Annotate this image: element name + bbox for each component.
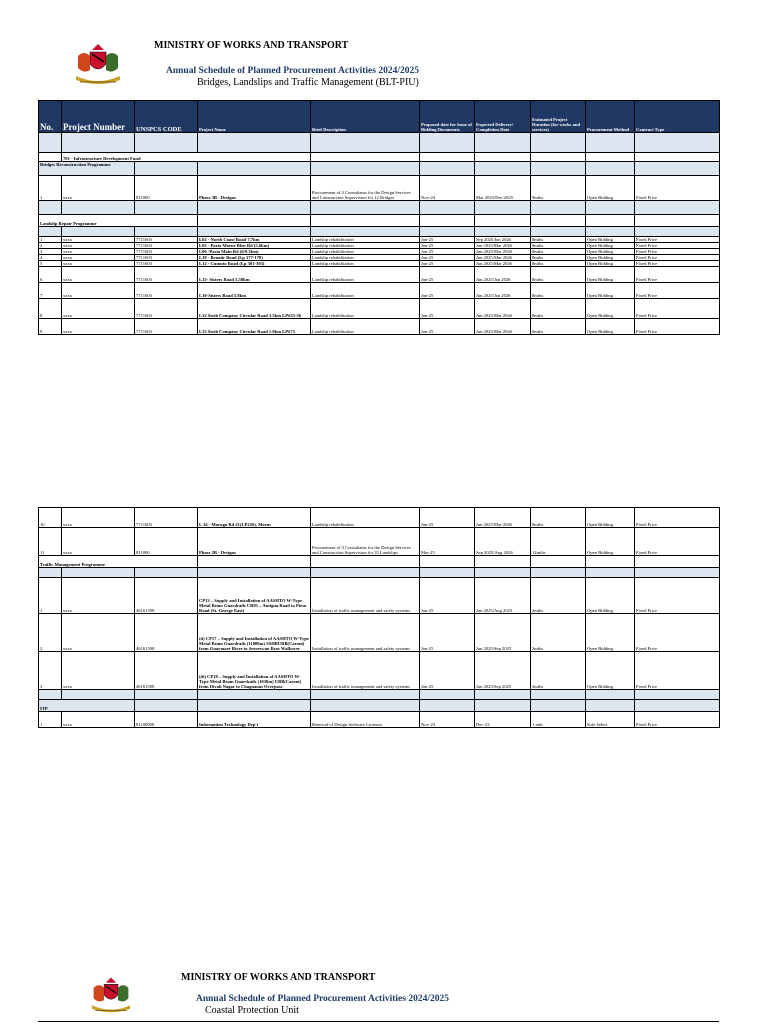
table-cell: 10 (39, 508, 62, 528)
table-row (39, 652, 720, 690)
table-row (39, 614, 720, 652)
table-cell: 811000 (135, 176, 198, 201)
table-cell: xxxx (62, 176, 135, 201)
table-cell: Fixed Price (635, 652, 720, 690)
table-cell: 3mths (531, 652, 586, 690)
table-cell: Mar 2025/Dec 2025 (475, 176, 531, 201)
table-cell: Landslip rehabilitation (311, 261, 420, 267)
table-row (39, 267, 720, 283)
col-header: UNSPCS CODE (135, 101, 198, 133)
table-cell: Sep 2025/Jan 2026 (475, 237, 531, 243)
spacer-row (39, 133, 720, 153)
table-cell: L32 Sixth Company Circular Road 3.5km LP#55-56 (198, 299, 311, 319)
table-cell: (iii) CP18 – Supply and Installation of AASHTO W-Type Metal Beam Guardrails (1030m) UBB(Caroni) from Divali Nagar to Chaguanas Overpass (198, 652, 311, 690)
table-cell: Jan-25 (420, 508, 475, 528)
table-cell: 1 (39, 176, 62, 201)
table-cell: 2 (39, 243, 62, 249)
table-cell: 3mths (531, 578, 586, 614)
table-cell: Fixed Price (635, 255, 720, 261)
table-cell: Open Bidding (586, 243, 635, 249)
table-cell: Phase 3B - Designs (198, 176, 311, 201)
col-header: Expected Delivery/ Completion Date (475, 101, 531, 133)
table-cell: xxxx (62, 299, 135, 319)
coat-of-arms-icon (70, 40, 126, 86)
table-cell: Open Bidding (586, 249, 635, 255)
table-row (39, 578, 720, 614)
col-header: Estimated Project Duration (for works and services) (531, 101, 586, 133)
table-cell: Landslip rehabilitation (311, 319, 420, 335)
page-header-2 (0, 972, 768, 1024)
table-cell: Jun 2025/Mar 2026 (475, 508, 531, 528)
table-cell: Jun 2025/Mar 2026 (475, 255, 531, 261)
table-cell: 8mths (531, 267, 586, 283)
table-cell: Landslip rehabilitation (311, 267, 420, 283)
table-cell: Open Bidding (586, 255, 635, 261)
table-cell: 1 (39, 237, 62, 243)
col-header: Project Name (198, 101, 311, 133)
spacer-row (39, 201, 720, 215)
section-row (39, 556, 720, 568)
table-cell: Installation of traffic management and safety systems (311, 578, 420, 614)
table-cell: L 34 - Moruga Rd #1(LP226), Moruc (198, 508, 311, 528)
table-cell: 7711603 (135, 237, 198, 243)
table-cell: Landslip rehabilitation (311, 243, 420, 249)
table-cell: xxxx (62, 319, 135, 335)
table-cell: Fixed Price (635, 299, 720, 319)
table-cell: 2 (39, 614, 62, 652)
table-cell: Jan-25 (420, 243, 475, 249)
table-cell: xxxx (62, 508, 135, 528)
table-cell: Fixed Price (635, 578, 720, 614)
table-cell: Open Bidding (586, 283, 635, 299)
table-cell: 46161508 (135, 652, 198, 690)
table-cell: 811000 (135, 528, 198, 556)
page-header-1 (0, 40, 768, 90)
table-cell: Open Bidding (586, 614, 635, 652)
table-cell: Open Bidding (586, 261, 635, 267)
table-cell: Jun 2025/Mar 2026 (475, 249, 531, 255)
table-cell: xxxx (62, 255, 135, 261)
table-cell: 7711603 (135, 267, 198, 283)
table-cell: Jan-25 (420, 255, 475, 261)
ministry-title: MINISTRY OF WORKS AND TRANSPORT (154, 40, 349, 51)
section-label: ITP (39, 700, 135, 712)
table-cell: Fixed Price (635, 267, 720, 283)
table-cell: Open Bidding (586, 528, 635, 556)
table-cell: 46161508 (135, 614, 198, 652)
table-cell: Fixed Price (635, 243, 720, 249)
table-cell: Landslip rehabilitation (311, 255, 420, 261)
section-label: Traffic Management Programme (39, 556, 198, 568)
table-cell: Jan-25 (420, 614, 475, 652)
table-cell: xxxx (62, 267, 135, 283)
table-cell: Landslip rehabilitation (311, 237, 420, 243)
section-label: Landslip Repair Programme (39, 215, 198, 227)
table-cell: L15- Sisters Road 5.58km (198, 267, 311, 283)
table-cell: Jan-25 (420, 249, 475, 255)
table-cell: L02 - North Coast Road 7.7km (198, 237, 311, 243)
table-cell: Fixed Price (635, 237, 720, 243)
table-cell: 7711603 (135, 261, 198, 267)
table-cell: 5 (39, 261, 62, 267)
table-cell: 11 (39, 528, 62, 556)
table-cell: Jun 2025/Aug 2025 (475, 578, 531, 614)
table-cell: 8mths (531, 249, 586, 255)
table-cell: 9 (39, 319, 62, 335)
table-cell: 7 (39, 283, 62, 299)
table-cell: Landslip rehabilitation (311, 299, 420, 319)
table-cell: Fixed Price (635, 319, 720, 335)
schedule-title: Annual Schedule of Planned Procurement Activities 2024/2025 (196, 994, 449, 1004)
table-cell: Jun 2025/Sep 2025 (475, 652, 531, 690)
table-cell: 3 (39, 652, 62, 690)
table-cell: Fixed Price (635, 528, 720, 556)
fund-row (39, 153, 720, 162)
table-cell: Fixed Price (635, 176, 720, 201)
table-cell: L05 - Paria Morne Bleu Rd (5.6km) (198, 243, 311, 249)
section-row (39, 700, 720, 712)
table-cell: Fixed Price (635, 614, 720, 652)
table-cell: xxxx (62, 283, 135, 299)
procurement-table (38, 100, 720, 335)
table-cell: xxxx (62, 243, 135, 249)
table-cell: Phase 2B - Designs (198, 528, 311, 556)
table-top-rule (38, 1021, 719, 1022)
table-cell: Jan-25 (420, 319, 475, 335)
table-row (39, 319, 720, 335)
table-cell: Dec-23 (475, 712, 531, 728)
table-cell: 7711603 (135, 243, 198, 249)
table-cell: L16-Sisters Road 5.8km (198, 283, 311, 299)
table-cell: Open Bidding (586, 267, 635, 283)
table-cell: Landslip rehabilitation (311, 249, 420, 255)
spacer-row (39, 690, 720, 700)
table-cell: 1 (39, 578, 62, 614)
col-header: Procurement Method (586, 101, 635, 133)
table-cell: Open Bidding (586, 652, 635, 690)
table-cell: Jan-25 (420, 299, 475, 319)
table-cell: Sole Select (586, 712, 635, 728)
table-cell: Jun 2025/Mar 2026 (475, 299, 531, 319)
table-cell: Installation of traffic management and safety systems (311, 652, 420, 690)
table-cell: 9mths (531, 176, 586, 201)
col-header: Brief Description (311, 101, 420, 133)
table-header-row (39, 101, 720, 133)
table-row (39, 283, 720, 299)
table-cell: Installation of traffic management and safety systems (311, 614, 420, 652)
table-cell: Jun 2025/Mar 2026 (475, 261, 531, 267)
table-cell: Fixed Price (635, 508, 720, 528)
table-cell: Mar-25 (420, 528, 475, 556)
table-row (39, 508, 720, 528)
fund-label: 701 - Infrastructure Development Fund (62, 153, 311, 162)
table-cell: 7711603 (135, 283, 198, 299)
unit-title: Bridges, Landslips and Traffic Management (BLT-PIU) (197, 77, 419, 88)
table-cell: Jan-25 (420, 578, 475, 614)
table-cell: Jun 2025/Jan 2026 (475, 267, 531, 283)
table-cell: Open Bidding (586, 237, 635, 243)
table-cell: Jan-25 (420, 261, 475, 267)
table-cell: 1 (39, 712, 62, 728)
table-cell: 8mths (531, 261, 586, 267)
table-row (39, 299, 720, 319)
table-cell: Fixed Price (635, 283, 720, 299)
table-cell: 8mths (531, 243, 586, 249)
ministry-title: MINISTRY OF WORKS AND TRANSPORT (181, 972, 376, 983)
table-cell: 8mths (531, 319, 586, 335)
table-cell: 12mths (531, 528, 586, 556)
table-cell: 3 (39, 249, 62, 255)
table-cell: 1 mth (531, 712, 586, 728)
table-cell: L12 - Cumuto Road (Lp 301-303) (198, 261, 311, 267)
table-cell: 8mths (531, 237, 586, 243)
table-cell: Landslip rehabilitation (311, 508, 420, 528)
table-cell: Jan-25 (420, 283, 475, 299)
coat-of-arms-icon (85, 974, 137, 1014)
table-cell: Fixed Price (635, 249, 720, 255)
table-cell: 7711603 (135, 299, 198, 319)
table-cell: Jun 2025/Mar 2026 (475, 319, 531, 335)
table-cell: Jan-25 (420, 237, 475, 243)
table-cell: Information Technology Dep't (198, 712, 311, 728)
table-cell: 6 (39, 267, 62, 283)
table-row (39, 528, 720, 556)
table-cell: Open Bidding (586, 578, 635, 614)
table-cell: Jun 2025/Mar 2026 (475, 243, 531, 249)
unit-title: Coastal Protection Unit (205, 1005, 299, 1016)
col-header: No. (39, 101, 62, 133)
table-cell: Renewal of Design Software Licenses (311, 712, 420, 728)
table-cell: 8 (39, 299, 62, 319)
col-header: Project Number (62, 101, 135, 133)
table-row (39, 176, 720, 201)
table-cell: 81100000 (135, 712, 198, 728)
table-cell: 8mths (531, 283, 586, 299)
col-header: Contract Type (635, 101, 720, 133)
spacer-row (39, 227, 720, 237)
table-cell: Procurement of 3 Consultants for the Design Services and Construction Supervision for 12 Bridges (311, 176, 420, 201)
table-cell: 7711603 (135, 249, 198, 255)
table-cell: Procurement of 3 Consultants for the Design Services and Construction Supervision for 35 Landslips (311, 528, 420, 556)
table-cell: Jan-25 (420, 267, 475, 283)
table-cell: (ii) CP17 – Supply and Installation of AASHTO W-Type Metal Beam Guardrails (11000m) SSHBURB(Caroni) from Guaymare River to Seereewan Bros Walkover (198, 614, 311, 652)
table-cell: Jun 2025/Jan 2026 (475, 283, 531, 299)
procurement-table-continued (38, 507, 720, 728)
table-cell: 4 (39, 255, 62, 261)
table-cell: 8mths (531, 508, 586, 528)
table-cell: xxxx (62, 237, 135, 243)
table-cell: xxxx (62, 652, 135, 690)
col-header: Proposed date for Issue of Bidding Documents (420, 101, 475, 133)
table-cell: Nov-23 (420, 712, 475, 728)
table-row (39, 712, 720, 728)
table-cell: 3mths (531, 614, 586, 652)
table-cell: CP13 – Supply and Installation of AASHTO W-Type Metal Beam Guardrails CR01 – Antigua Road to Piesu Road (St. George East) (198, 578, 311, 614)
table-cell: 8mths (531, 299, 586, 319)
table-cell: Fixed Price (635, 261, 720, 267)
table-cell: Fixed Price (635, 712, 720, 728)
table-cell: Nov-24 (420, 176, 475, 201)
table-cell: xxxx (62, 261, 135, 267)
table-cell: xxxx (62, 712, 135, 728)
table-cell: Open Bidding (586, 508, 635, 528)
table-cell: 7711603 (135, 319, 198, 335)
spacer-row (39, 568, 720, 578)
table-cell: 7711603 (135, 255, 198, 261)
table-cell: L06 -Paria Main Rd (6/9.3km) (198, 249, 311, 255)
table-cell: Sep 2025/Aug 2026 (475, 528, 531, 556)
section-label: Bridges Reconstruction Programme (39, 162, 135, 176)
table-cell: Landslip rehabilitation (311, 283, 420, 299)
table-cell: Open Bidding (586, 319, 635, 335)
table-cell: 46161508 (135, 578, 198, 614)
table-cell: Jan-25 (420, 652, 475, 690)
table-cell: xxxx (62, 578, 135, 614)
table-cell: xxxx (62, 528, 135, 556)
table-cell: 8mths (531, 255, 586, 261)
table-cell: xxxx (62, 614, 135, 652)
table-cell: 7711603 (135, 508, 198, 528)
table-cell: L33 Sixth Company Circular Road 1.0km LP#73 (198, 319, 311, 335)
table-cell: Open Bidding (586, 299, 635, 319)
table-cell: L10 - Benaiir Road (Lp 177-178) (198, 255, 311, 261)
section-row (39, 215, 720, 227)
section-row (39, 162, 720, 176)
table-cell: Open Bidding (586, 176, 635, 201)
table-cell: xxxx (62, 249, 135, 255)
table-cell: Jun 2025/Sep 2025 (475, 614, 531, 652)
schedule-title: Annual Schedule of Planned Procurement Activities 2024/2025 (166, 66, 419, 76)
